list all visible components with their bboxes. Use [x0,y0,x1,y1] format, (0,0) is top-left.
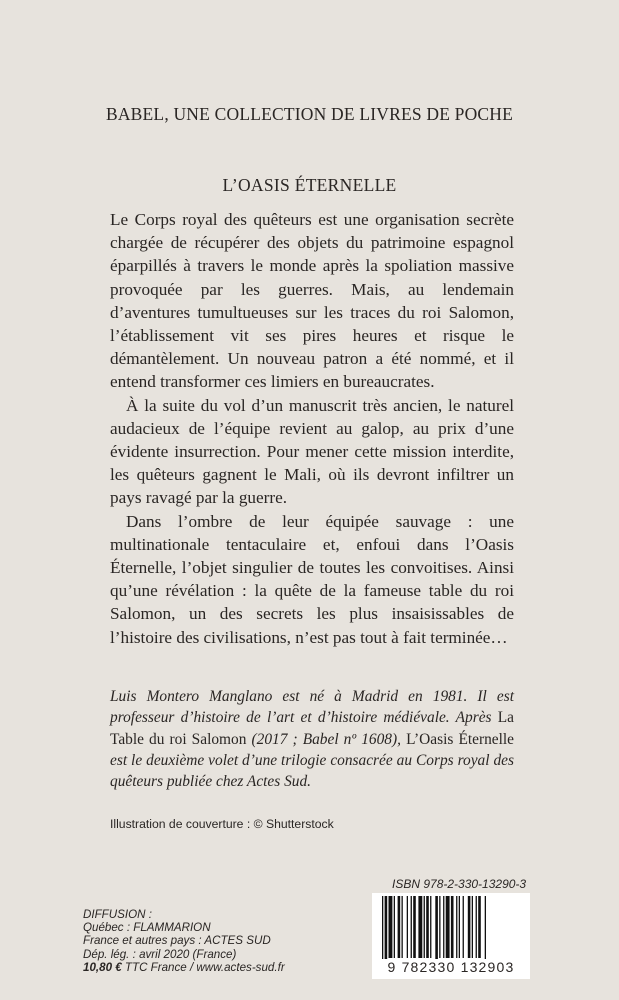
barcode-bar [478,896,481,958]
blurb-paragraph-1: Le Corps royal des quêteurs est une organisation secrète chargée de récupérer des objets du patrimoine espagnol éparpillés à travers le monde après la spoliation massive provoquée par les guerres. Mais, au lendemain d’aventures tumultueuses sur les traces du roi Salomon, l’établissement vit ses pires heures et risque le démantèlement. Un nouveau patron a été nommé, et il entend transformer ces limiers en bureaucrates. [110,210,514,392]
barcode-bar [456,896,457,958]
barcode-bar [394,896,395,958]
barcode-bar [426,896,429,958]
blurb-paragraph-2: À la suite du vol d’un manuscrit très ancien, le naturel audacieux de l’équipe revient au galop, au prix d’une évidente insurrection. Pour mener cette mission interdite, les quêteurs gagnent le Mali, où ils devront infiltrer un pays ravagé par la guerre. [110,395,514,508]
cover-illustration-credit: Illustration de couverture : © Shutterstock [110,817,334,831]
previous-book-title: La Table du roi Salomon [110,709,514,748]
barcode-bar [424,896,425,958]
barcode-bar [443,896,444,958]
author-bio [110,686,514,792]
barcode-digits: 9 782330 132903 [372,959,530,977]
author-bio-text-3: est le deuxième volet d’une trilogie consacrée au Corps royal des quêteurs publiée chez Actes Sud. [110,751,514,791]
barcode-bar [382,896,383,961]
barcode-bar [459,896,460,958]
isbn: ISBN 978-2-330-13290-3 [392,877,527,891]
distribution-quebec: Québec : FLAMMARION [83,921,211,935]
blurb [110,208,514,649]
barcode-bar [446,896,450,958]
distribution-heading: DIFFUSION : [83,908,152,921]
collection-line: BABEL, UNE COLLECTION DE LIVRES DE POCHE [105,104,514,124]
barcode-bar [439,896,440,958]
barcode-bar [385,896,388,961]
barcode-bar [435,896,438,961]
distribution-france: France et autres pays : ACTES SUD [83,934,271,948]
barcode [372,893,530,979]
barcode-bar [413,896,416,958]
current-book-title: L’Oasis Éternelle [406,730,514,748]
barcode-bar [468,896,471,958]
barcode-bar [402,896,403,958]
barcode-bar [472,896,473,958]
barcode-bar [463,896,464,958]
price-suffix: TTC France / www.actes-sud.fr [121,960,285,974]
author-bio-text-1: Luis Montero Manglano est né à Madrid en 1981. Il est professeur d’histoire de l’art et d’histoire médiévale. Après [110,688,514,727]
barcode-bars [372,893,530,961]
barcode-bar [389,896,393,958]
price-line [83,961,343,974]
author-bio-text-2: (2017 ; Babel nº 1608), [246,730,407,748]
barcode-bar [451,896,454,958]
legal-deposit: Dép. lég. : avril 2020 (France) [83,947,237,961]
barcode-bar [398,896,401,958]
distribution-block [83,908,343,974]
barcode-bar [476,896,477,958]
barcode-bar [485,896,486,961]
barcode-bar [407,896,408,958]
book-title: L’OASIS ÉTERNELLE [222,175,397,195]
barcode-bar [411,896,412,958]
barcode-bar [418,896,422,958]
blurb-paragraph-3: Dans l’ombre de leur équipée sauvage : une multinationale tentaculaire et, enfoui dans l’Oasis Éternelle, l’objet singulier de toutes les convoitises. Ainsi qu’une révélation : la quête de la fameuse table du roi Salomon, un des secrets les plus insaisissables de l’histoire des civilisations, n’est pas tout à fait terminée… [110,511,514,647]
barcode-bar [430,896,431,958]
price: 10,80 € [83,960,122,974]
